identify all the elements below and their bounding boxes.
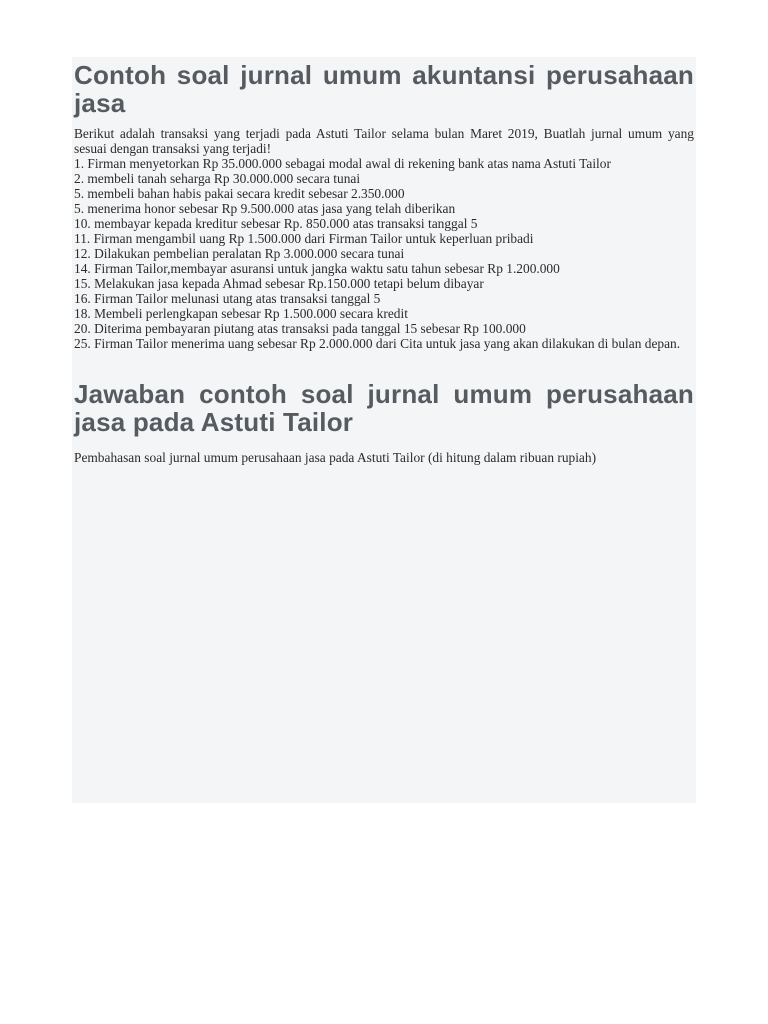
list-item: 5. menerima honor sebesar Rp 9.500.000 atas jasa yang telah diberikan (74, 201, 456, 216)
document-panel (72, 57, 696, 803)
list-item: 12. Dilakukan pembelian peralatan Rp 3.000.000 secara tunai (74, 246, 405, 261)
list-item: 15. Melakukan jasa kepada Ahmad sebesar Rp.150.000 tetapi belum dibayar (74, 276, 484, 291)
list-item: 5. membeli bahan habis pakai secara kredit sebesar 2.350.000 (74, 186, 405, 201)
list-item: 2. membeli tanah seharga Rp 30.000.000 secara tunai (74, 171, 361, 186)
list-item: 20. Diterima pembayaran piutang atas transaksi pada tanggal 15 sebesar Rp 100.000 (74, 321, 526, 336)
list-item: 16. Firman Tailor melunasi utang atas transaksi tanggal 5 (74, 291, 381, 306)
answer-title: Jawaban contoh soal jurnal umum perusahaan jasa pada Astuti Tailor (74, 379, 694, 437)
intro-paragraph: Berikut adalah transaksi yang terjadi pada Astuti Tailor selama bulan Maret 2019, Buatlah jurnal umum yang sesuai dengan transaksi yang terjadi! (74, 126, 694, 156)
transaction-list (74, 156, 694, 351)
list-item: 1. Firman menyetorkan Rp 35.000.000 sebagai modal awal di rekening bank atas nama Astuti Tailor (74, 156, 611, 171)
list-item: 14. Firman Tailor,membayar asuransi untuk jangka waktu satu tahun sebesar Rp 1.200.000 (74, 261, 560, 276)
list-item: 18. Membeli perlengkapan sebesar Rp 1.500.000 secara kredit (74, 306, 408, 321)
answer-note: Pembahasan soal jurnal umum perusahaan jasa pada Astuti Tailor (di hitung dalam ribuan rupiah) (74, 450, 597, 465)
list-item: 11. Firman mengambil uang Rp 1.500.000 dari Firman Tailor untuk keperluan pribadi (74, 231, 534, 246)
list-item: 10. membayar kepada kreditur sebesar Rp. 850.000 atas transaksi tanggal 5 (74, 216, 478, 231)
page-title: Contoh soal jurnal umum akuntansi perusahaan jasa (74, 60, 694, 118)
list-item: 25. Firman Tailor menerima uang sebesar Rp 2.000.000 dari Cita untuk jasa yang akan dilakukan di bulan depan. (74, 336, 681, 351)
